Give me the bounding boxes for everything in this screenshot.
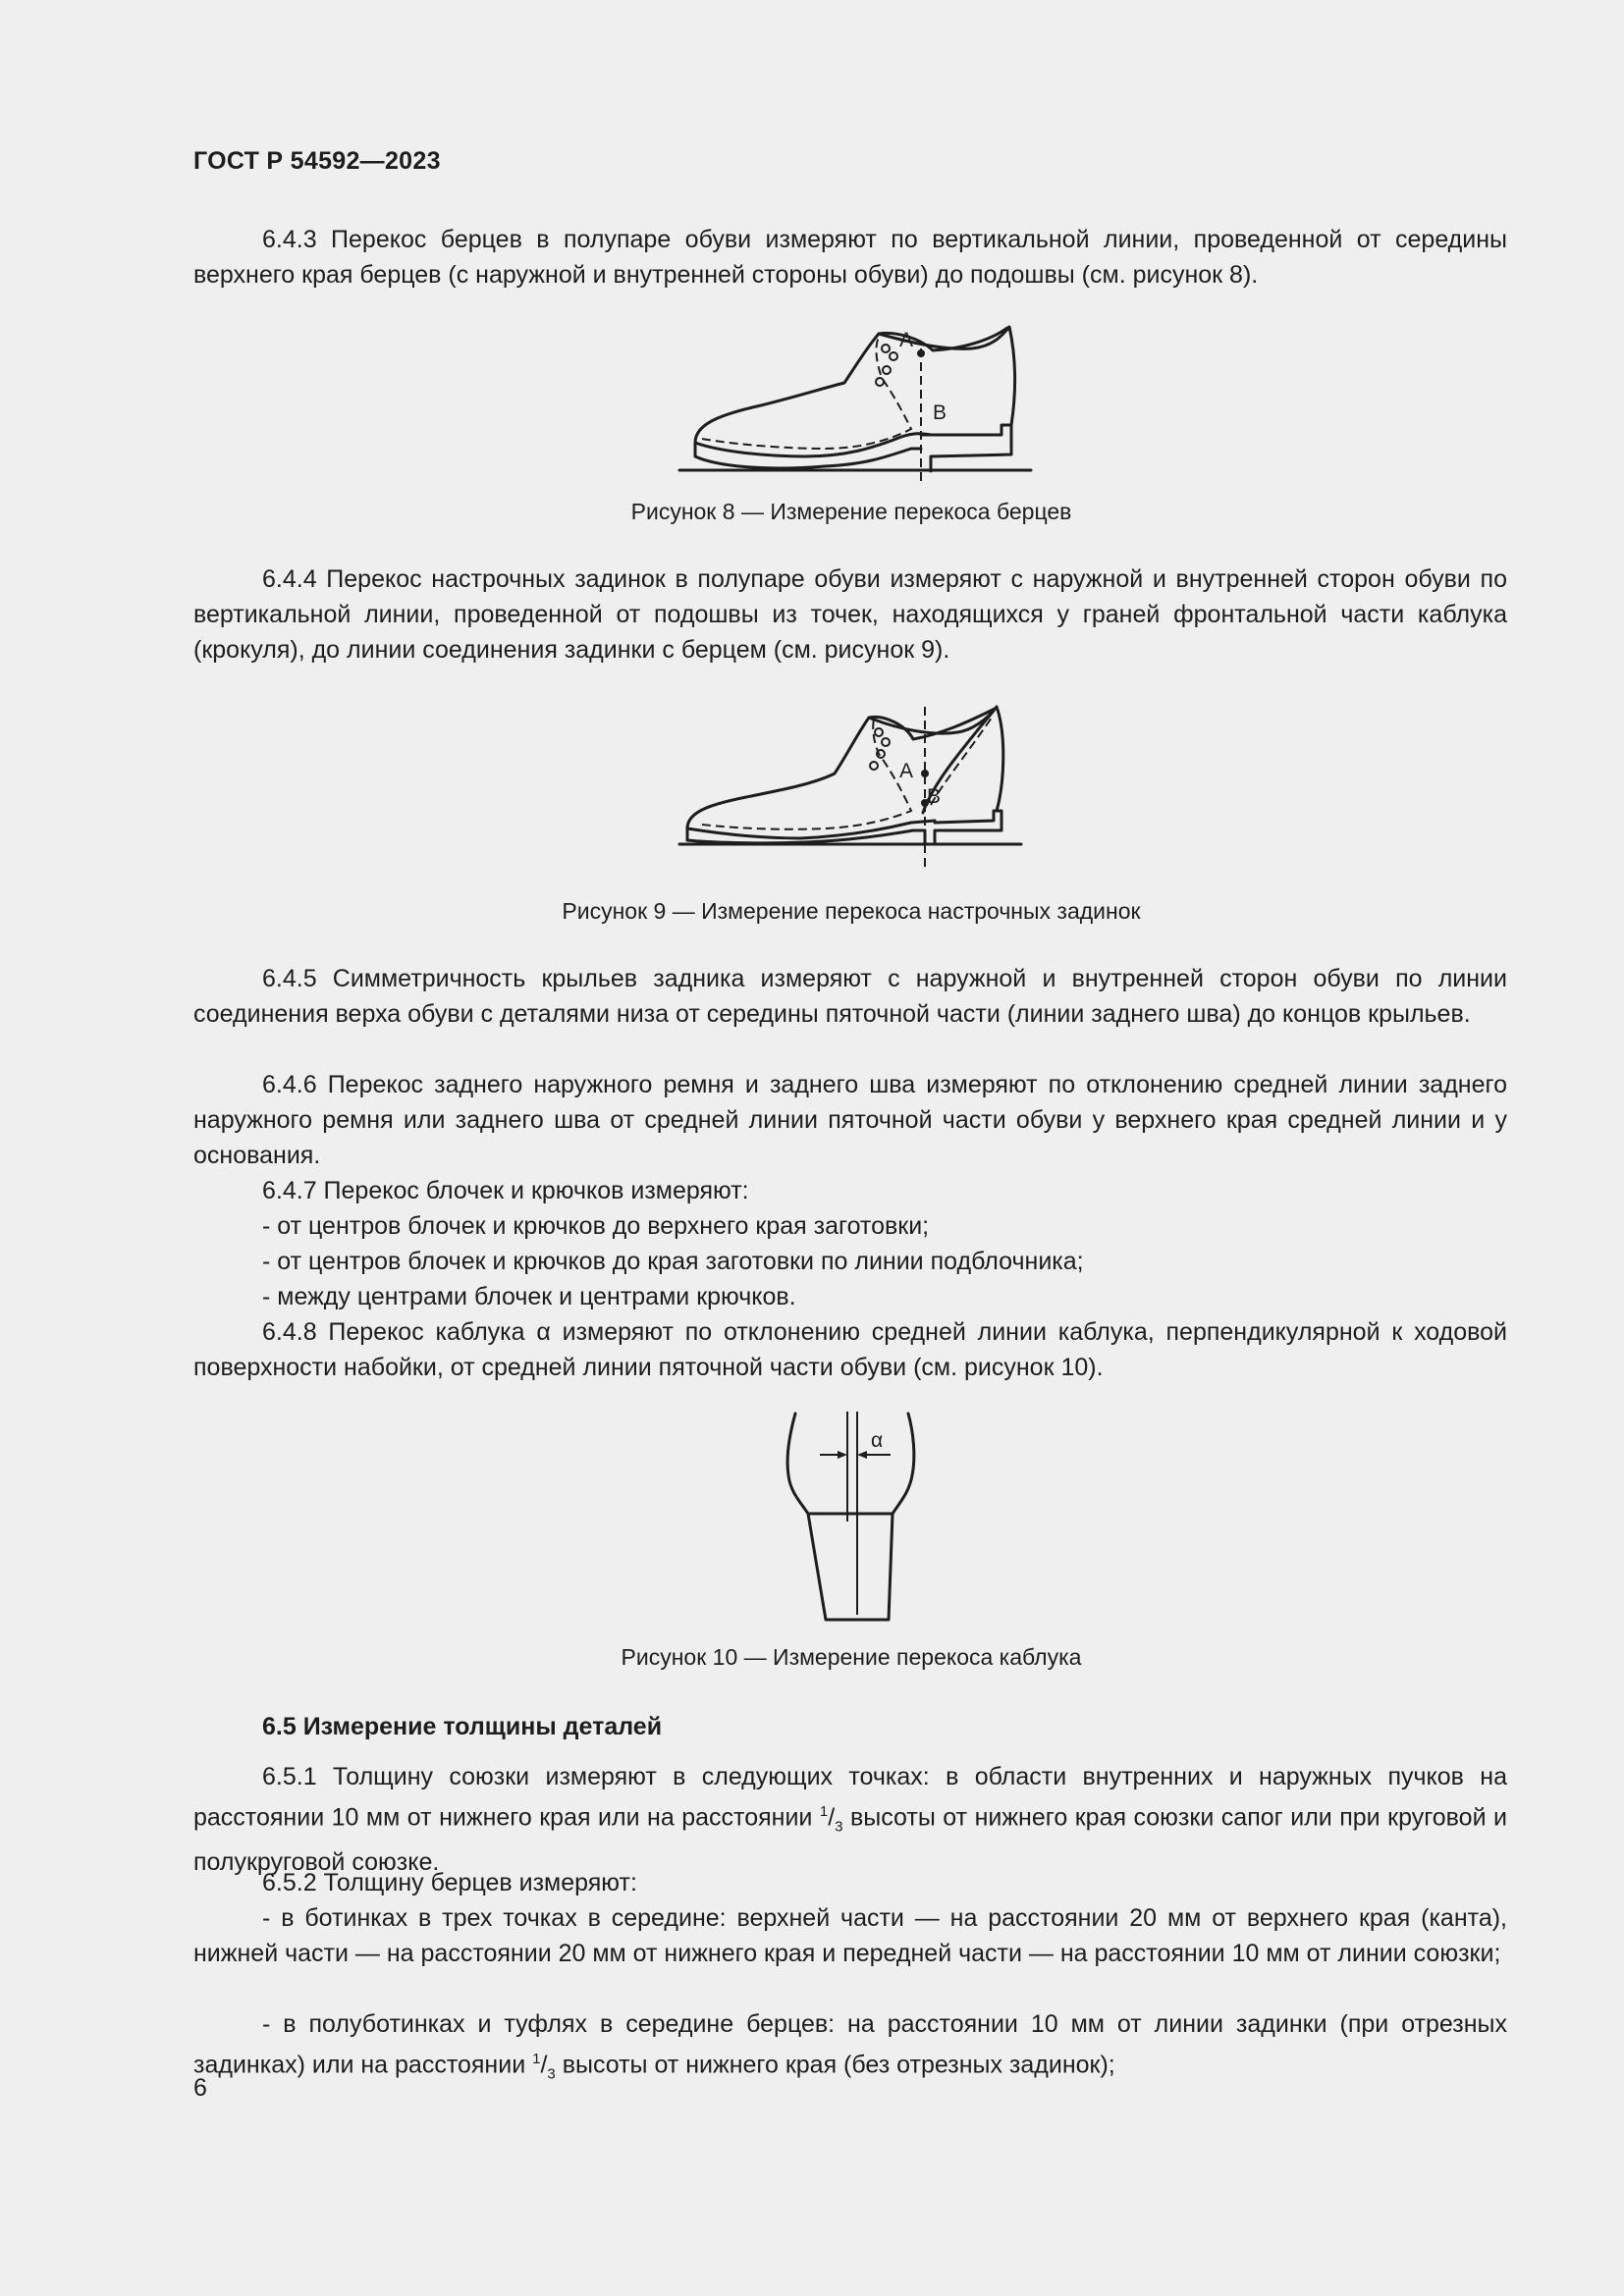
list-item: - между центрами блочек и центрами крючков. — [262, 1283, 796, 1310]
fraction-numerator: 1 — [532, 2051, 541, 2067]
paragraph-6-4-8: 6.4.8 Перекос каблука α измеряют по отклонению средней линии каблука, перпендикулярной к ходовой поверхности набойки, от средней линии пяточной части обуви (см. рисунок 10). — [193, 1318, 1507, 1381]
paragraph-6-4-5: 6.4.5 Симметричность крыльев задника измеряют с наружной и внутренней сторон обуви по линии соединения верха обуви с деталями низа от середины пяточной части (линии заднего шва) до концов крыльев. — [193, 965, 1507, 1028]
paragraph-6-4-7: 6.4.7 Перекос блочек и крючков измеряют: — [262, 1177, 749, 1204]
list-item: - в полуботинках и туфлях в середине берцев: на расстоянии 10 мм от линии задинки (при отрезных задинках) или на расстоянии $^1/_3$ высоты от нижнего края (без отрезных задинок); — [193, 2010, 1507, 2083]
list-item: - от центров блочек и крючков до края заготовки по линии подблочника; — [262, 1248, 1084, 1275]
figure-10-heel — [781, 1412, 938, 1628]
section-heading-6-5: 6.5 Измерение толщины деталей — [262, 1713, 663, 1740]
fraction-denominator: 3 — [547, 2065, 556, 2083]
fig9-label-a: A — [899, 760, 914, 782]
figure-8-shoe — [677, 319, 1041, 481]
list-item: - в ботинках в трех точках в середине: верхней части — на расстоянии 20 мм от верхнего края (канта), нижней части — на расстоянии 20 мм от нижнего края и передней части — на расстоянии 10 мм от линии союзки; — [193, 1904, 1507, 1967]
figure-8-caption: Рисунок 8 — Измерение перекоса берцев — [630, 499, 1072, 524]
paragraph-6-5-2: 6.5.2 Толщину берцев измеряют: — [262, 1869, 637, 1896]
paragraph-6-4-6: 6.4.6 Перекос заднего наружного ремня и заднего шва измеряют по отклонению средней линии заднего наружного ремня или заднего шва от средней линии пяточной части обуви у верхнего края средней линии и у основания. — [193, 1071, 1507, 1169]
figure-9-shoe — [677, 695, 1041, 872]
paragraph-6-4-4: 6.4.4 Перекос настрочных задинок в полупаре обуви измеряют с наружной и внутренней сторон обуви по вертикальной линии, проведенной от подошвы из точек, находящихся у граней фронтальной части каблука (крокуля), до линии соединения задинки с берцем (см. рисунок 9). — [193, 565, 1507, 664]
fig10-label-alpha: α — [871, 1429, 884, 1452]
fraction-numerator: 1 — [819, 1803, 829, 1820]
paragraph-6-4-3: 6.4.3 Перекос берцев в полупаре обуви измеряют по вертикальной линии, проведенной от середины верхнего края берцев (с наружной и внутренней стороны обуви) до подошвы (см. рисунок 8). — [193, 226, 1507, 289]
fig8-label-a: A — [899, 329, 914, 351]
fraction-denominator: 3 — [835, 1818, 843, 1836]
document-header: ГОСТ Р 54592—2023 — [193, 147, 441, 175]
fig9-label-b: B — [927, 785, 942, 808]
list-item: - от центров блочек и крючков до верхнего края заготовки; — [262, 1212, 930, 1240]
paragraph-6-5-1: 6.5.1 Толщину союзки измеряют в следующих точках: в области внутренних и наружных пучков на расстоянии 10 мм от нижнего края или на расстоянии $^1/_3$ высоты от нижнего края союзки сапог или при круговой и полукруговой союзке. — [193, 1763, 1507, 1877]
page-number: 6 — [193, 2074, 207, 2102]
fig8-label-b: B — [933, 401, 947, 424]
figure-9-caption: Рисунок 9 — Измерение перекоса настрочных задинок — [562, 898, 1141, 924]
figure-10-caption: Рисунок 10 — Измерение перекоса каблука — [621, 1644, 1082, 1670]
